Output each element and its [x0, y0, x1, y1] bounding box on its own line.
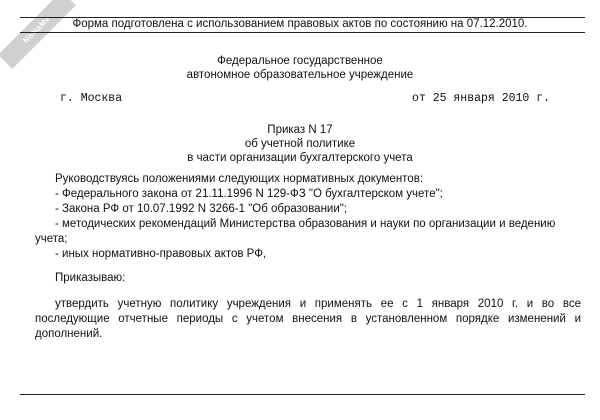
basis-item: - Закона РФ от 10.07.1992 N 3266-1 "Об образовании";: [55, 203, 348, 215]
order-date: от 25 января 2010 г.: [412, 92, 551, 105]
bottom-rule: [20, 394, 585, 395]
basis-section: [35, 172, 585, 262]
organization-line-2: автономное образовательное учреждение: [186, 69, 414, 81]
notice-rule: [20, 32, 585, 33]
basis-item: - Федерального закона от 21.11.1996 N 129-ФЗ "О бухгалтерском учете";: [55, 188, 443, 200]
order-title-line-2: об учетной политике: [244, 138, 356, 150]
basis-item-continuation: учета;: [35, 233, 68, 245]
order-title-line-1: Приказ N 17: [267, 124, 333, 136]
order-word: Приказываю:: [55, 272, 126, 284]
basis-item: - иных нормативно-правовых актов РФ,: [55, 248, 267, 260]
watermark-badge: NoNaMe: [0, 0, 76, 69]
basis-intro: Руководствуясь положениями следующих нормативных документов:: [55, 173, 424, 185]
organization-name: [0, 54, 600, 82]
header-notice: Форма подготовлена с использованием правовых актов по состоянию на 07.12.2010.: [72, 18, 528, 30]
city: г. Москва: [60, 92, 123, 105]
basis-item: - методических рекомендаций Министерства образования и науки по организации и ведению: [55, 218, 556, 230]
order-title-line-3: в части организации бухгалтерского учета: [187, 152, 413, 164]
organization-line-1: Федеральное государственное: [217, 55, 383, 67]
order-title: [0, 123, 600, 165]
resolution-paragraph: утвердить учетную политику учреждения и применять ее с 1 января 2010 г. и во все последующие отчетные периоды с учетом внесения в установленном порядке изменений и дополнений.: [35, 298, 581, 340]
